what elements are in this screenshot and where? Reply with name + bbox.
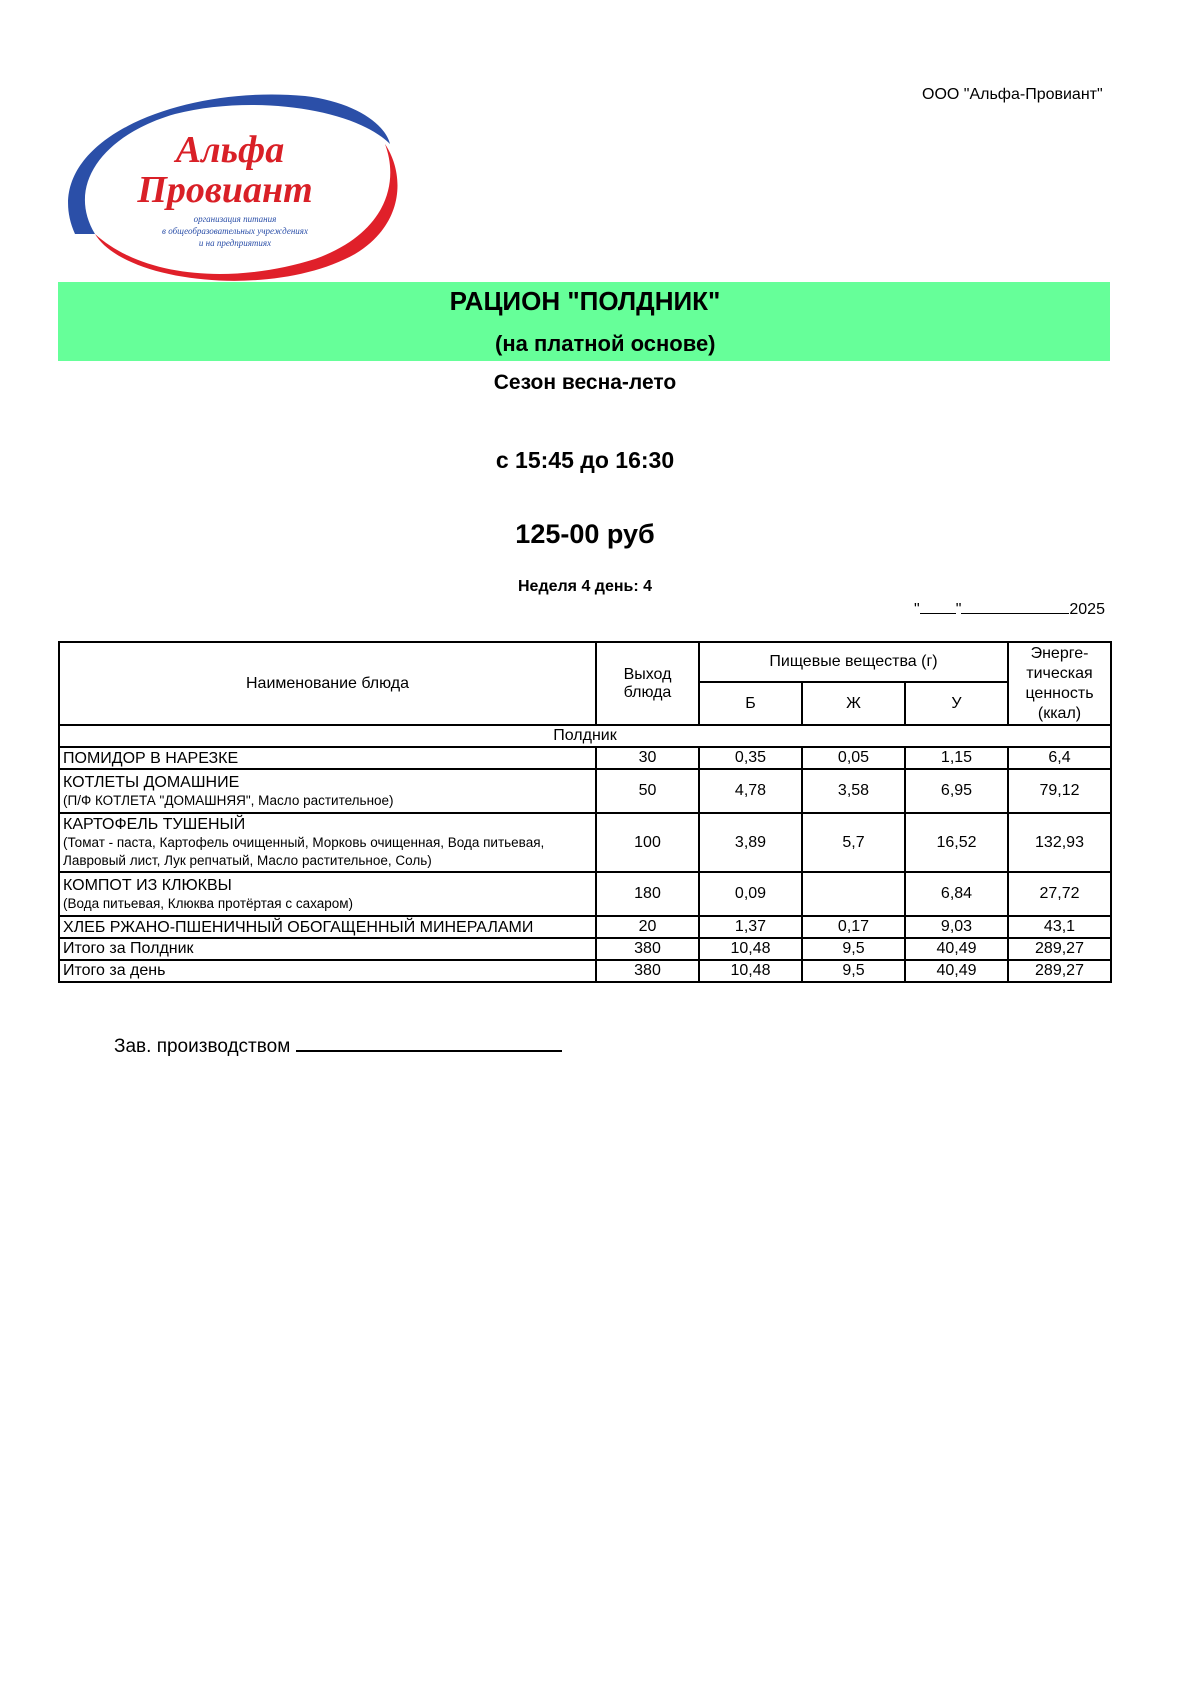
fat-cell: 9,5 bbox=[802, 938, 905, 960]
totals-label: Итого за день bbox=[59, 960, 596, 982]
column-header-zh: Ж bbox=[802, 682, 905, 725]
carb-cell: 1,15 bbox=[905, 747, 1008, 769]
fat-cell bbox=[802, 872, 905, 916]
column-header-name: Наименование блюда bbox=[59, 642, 596, 725]
yield-cell: 180 bbox=[596, 872, 699, 916]
dish-name: ХЛЕБ РЖАНО-ПШЕНИЧНЫЙ ОБОГАЩЕННЫЙ МИНЕРАЛАМИ bbox=[63, 918, 534, 936]
energy-cell: 6,4 bbox=[1008, 747, 1111, 769]
signature-block bbox=[114, 1034, 562, 1058]
dish-ingredients: (Томат - паста, Картофель очищенный, Морковь очищенная, Вода питьевая, Лавровый лист, Лук репчатый, Масло растительное, Соль) bbox=[63, 835, 545, 868]
menu-table bbox=[58, 641, 1112, 983]
fat-cell: 3,58 bbox=[802, 769, 905, 813]
section-header: Полдник bbox=[59, 725, 1111, 747]
dish-ingredients: (Вода питьевая, Клюква протёртая с сахаром) bbox=[63, 895, 354, 911]
logo-line1: Альфа bbox=[175, 129, 285, 171]
logo-tagline-2: в общеобразовательных учреждениях bbox=[162, 226, 308, 236]
logo-tagline-3: и на предприятиях bbox=[198, 238, 272, 248]
date-month-blank bbox=[961, 599, 1069, 614]
totals-row bbox=[59, 960, 1111, 982]
energy-cell: 289,27 bbox=[1008, 938, 1111, 960]
logo-line2: Провиант bbox=[137, 169, 313, 211]
protein-cell: 3,89 bbox=[699, 813, 802, 872]
signature-line bbox=[296, 1034, 562, 1052]
dish-cell bbox=[59, 747, 596, 769]
energy-header-line2: тическая bbox=[1026, 664, 1093, 682]
carb-cell: 40,49 bbox=[905, 960, 1008, 982]
dish-cell bbox=[59, 769, 596, 813]
dish-cell bbox=[59, 813, 596, 872]
fat-cell: 9,5 bbox=[802, 960, 905, 982]
company-logo bbox=[55, 84, 400, 289]
fat-cell: 5,7 bbox=[802, 813, 905, 872]
energy-cell: 132,93 bbox=[1008, 813, 1111, 872]
table-row bbox=[59, 872, 1111, 916]
date-quote-close: " bbox=[955, 601, 962, 618]
time-range: с 15:45 до 16:30 bbox=[495, 447, 675, 473]
table-row bbox=[59, 813, 1111, 872]
carb-cell: 6,95 bbox=[905, 769, 1008, 813]
dish-name: КАРТОФЕЛЬ ТУШЕНЫЙ bbox=[63, 816, 246, 833]
totals-row bbox=[59, 938, 1111, 960]
carb-cell: 9,03 bbox=[905, 916, 1008, 938]
page-title: РАЦИОН "ПОЛДНИК" bbox=[449, 286, 721, 316]
column-header-energy bbox=[1008, 642, 1111, 725]
company-name: ООО "Альфа-Провиант" bbox=[922, 86, 1103, 103]
carb-cell: 6,84 bbox=[905, 872, 1008, 916]
energy-cell: 43,1 bbox=[1008, 916, 1111, 938]
protein-cell: 0,35 bbox=[699, 747, 802, 769]
price-label: 125-00 руб bbox=[515, 519, 655, 549]
fat-cell: 0,17 bbox=[802, 916, 905, 938]
fat-cell: 0,05 bbox=[802, 747, 905, 769]
column-header-nutrients: Пищевые вещества (г) bbox=[699, 642, 1008, 682]
energy-header-line1: Энерге- bbox=[1030, 644, 1089, 662]
date-quote-open: " bbox=[914, 601, 920, 618]
table-row bbox=[59, 747, 1111, 769]
carb-cell: 16,52 bbox=[905, 813, 1008, 872]
dish-name: КОМПОТ ИЗ КЛЮКВЫ bbox=[63, 876, 232, 894]
yield-cell: 100 bbox=[596, 813, 699, 872]
protein-cell: 4,78 bbox=[699, 769, 802, 813]
column-header-b: Б bbox=[699, 682, 802, 725]
energy-cell: 289,27 bbox=[1008, 960, 1111, 982]
dish-ingredients: (П/Ф КОТЛЕТА "ДОМАШНЯЯ", Масло растительное) bbox=[63, 792, 394, 808]
column-header-yield bbox=[596, 642, 699, 725]
energy-cell: 27,72 bbox=[1008, 872, 1111, 916]
signature-label: Зав. производством bbox=[114, 1036, 291, 1057]
protein-cell: 0,09 bbox=[699, 872, 802, 916]
dish-name: ПОМИДОР В НАРЕЗКЕ bbox=[63, 749, 239, 767]
dish-name: КОТЛЕТЫ ДОМАШНИЕ bbox=[63, 773, 240, 791]
dish-cell bbox=[59, 872, 596, 916]
date-day-blank bbox=[920, 599, 956, 614]
yield-cell: 20 bbox=[596, 916, 699, 938]
yield-cell: 380 bbox=[596, 938, 699, 960]
date-year: 2025 bbox=[1069, 601, 1105, 618]
yield-cell: 30 bbox=[596, 747, 699, 769]
table-row bbox=[59, 916, 1111, 938]
protein-cell: 1,37 bbox=[699, 916, 802, 938]
dish-cell bbox=[59, 916, 596, 938]
logo-tagline-1: организация питания bbox=[193, 214, 277, 224]
date-field bbox=[914, 599, 1105, 619]
yield-header-line1: Выход bbox=[623, 665, 672, 683]
protein-cell: 10,48 bbox=[699, 960, 802, 982]
energy-header-line4: (ккал) bbox=[1037, 704, 1082, 722]
energy-cell: 79,12 bbox=[1008, 769, 1111, 813]
page-subtitle: (на платной основе) bbox=[495, 331, 716, 356]
carb-cell: 40,49 bbox=[905, 938, 1008, 960]
totals-label: Итого за Полдник bbox=[59, 938, 596, 960]
week-day-label: Неделя 4 день: 4 bbox=[517, 578, 653, 595]
season-label: Сезон весна-лето bbox=[493, 371, 677, 394]
column-header-u: У bbox=[905, 682, 1008, 725]
yield-cell: 50 bbox=[596, 769, 699, 813]
energy-header-line3: ценность bbox=[1025, 684, 1094, 702]
yield-cell: 380 bbox=[596, 960, 699, 982]
table-row bbox=[59, 769, 1111, 813]
protein-cell: 10,48 bbox=[699, 938, 802, 960]
yield-header-line2: блюда bbox=[623, 683, 672, 701]
